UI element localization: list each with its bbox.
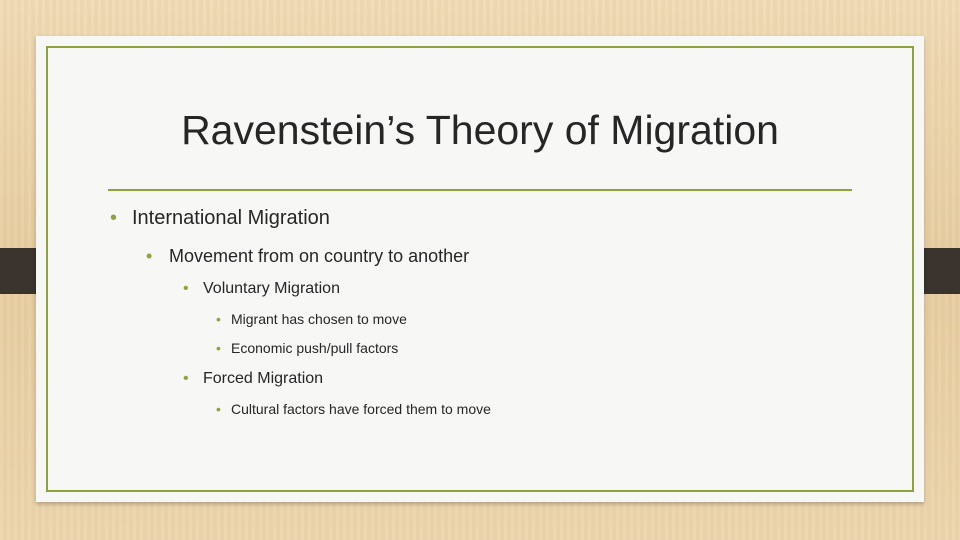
bullet-icon: • xyxy=(216,340,221,356)
bullet-icon: • xyxy=(146,246,153,266)
bullet-icon: • xyxy=(110,207,118,229)
title-divider xyxy=(108,189,852,191)
bullet-icon: • xyxy=(183,280,189,297)
bullet-text: Movement from on country to another xyxy=(169,246,470,266)
slide-title: Ravenstein’s Theory of Migration xyxy=(181,107,779,153)
bullet-icon: • xyxy=(183,370,189,387)
bullet-icon: • xyxy=(216,401,221,417)
bullet-text: International Migration xyxy=(132,207,330,229)
bullet-icon: • xyxy=(216,311,221,327)
bullet-text: Cultural factors have forced them to move xyxy=(231,401,491,417)
bullet-text: Forced Migration xyxy=(203,370,324,387)
bullet-text: Voluntary Migration xyxy=(203,280,340,297)
bullet-text: Economic push/pull factors xyxy=(231,340,399,356)
bullet-text: Migrant has chosen to move xyxy=(231,311,407,327)
